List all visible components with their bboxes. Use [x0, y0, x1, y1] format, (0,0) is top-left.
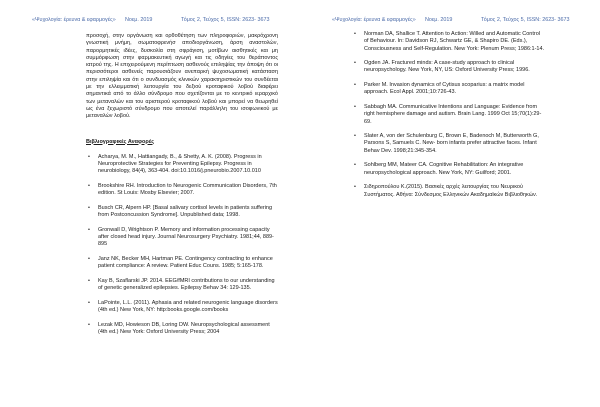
reference-item: • Parker M. Invasion dynamics of Cytisus scoparius: a matrix model approach. Ecol Appl. 2001;10:726-43.	[364, 82, 546, 97]
reference-item: • Ogden JA. Fractured minds: A case-study approach to clinical neuropsychology. New York, NY, US: Oxford University Press; 1996.	[364, 60, 546, 75]
reference-list	[352, 31, 546, 199]
reference-item: • Acharya, M. M., Hattiangady, B., & Shetty, A. K. (2008). Progress in Neuroprotective Strategies for Preventing Epilepsy. Progress in neurobiology, 84(4), 363-404. doi:10.1016/j.pneurobio.2007.10.010	[98, 154, 278, 176]
reference-item: • Slater A, von der Schulenburg C, Brown E, Badenoch M, Butterworth G, Parsons S, Samuels C. New- born infants prefer attractive faces. Infant Behav Dev. 1998;21:345-354.	[364, 133, 546, 155]
reference-list	[86, 154, 278, 336]
reference-item: • Gronwall D, Wrightson P. Memory and information processing capacity after closed head injury. Journal Neurosurgery Psychiatry. 1981;44, 889-895	[98, 227, 278, 249]
reference-item: • Sabbagh MA. Communicative Intentions and Language: Evidence from right hemisphere damage and autism. Brain Lang. 1999 Oct 15;70(1):29-69.	[364, 104, 546, 126]
reference-item: • Norman DA, Shallice T. Attention to Action: Willed and Automatic Control of Behaviour. In: Davidson RJ, Schwartz GE, & Shapiro DE. (Eds.), Consciousness and Self-Regulation. New York: Plenum Press; 1986:1-14.	[364, 31, 546, 53]
reference-item: • Brookshire RH. Introduction to Neurogenic Communication Disorders, 7th edition. St Louis: Mosby Elsevier; 2007.	[98, 183, 278, 198]
running-header-date: Νοεμ. 2019	[125, 17, 153, 23]
left-text-column	[86, 33, 278, 344]
running-header-journal: «Ψυχολογία: έρευνα & εφαρμογές»	[32, 17, 116, 23]
reference-item: • Janz NK, Becker MH, Hartman PE. Contingency contracting to enhance patient compliance: A review. Patient Educ Couns. 1985; 5:165-178.	[98, 256, 278, 271]
running-header-date: Νοεμ. 2019	[425, 17, 453, 23]
reference-item: • LaPointe, L.L. (2011). Aphasia and related neurogenic language disorders (4th ed.) New York, NY: http:books.google.com/books	[98, 300, 278, 315]
reference-item: • Busch CR, Alpern HP. [Basal salivary cortisol levels in patients suffering from Postconcussion Syndrome]. Unpublished data; 1998.	[98, 205, 278, 220]
reference-item: • Sohlberg MM, Mateer CA. Cognitive Rehabilitation: An integrative neuropsychological approach. New York, NY: Guilford; 2001.	[364, 162, 546, 177]
reference-item: • Lezak MD, Howieson DB, Loring DW. Neuropsychological assessment (4th ed.) New York: Oxford University Press; 2004	[98, 322, 278, 337]
references-heading: Βιβλιογραφικές Αναφορές	[86, 138, 155, 145]
running-header-journal: «Ψυχολογία: έρευνα & εφαρμογές»	[332, 17, 416, 23]
body-paragraph: προσοχή, στην οργάνωση και ορθοθέτηση των πληροφοριών, μακρόχρονη γνωστική μνήμη, σωματοφρενήσ αποδιοργάνωση, άρση αναστολών, παρορμητικές ιδέες, δυσκολία στη σφράγιση, μοτίβων αισθητικές και μη συμμόρφωση στην φαρμακευτική αγωγή και τις οδηγίες του θεράποντος ιατρού της. Η επιχειρούμενη περίπτωση ασθενούς επιληψίας την άποψη ότι οι περισσότεροι ασθενείς παρουσιάζουν ανεπαρκή ψυχοσωματική κατάσταση στην επιληψία και ότι ο συνδυασμός κλινικών χαρακτηριστικών του συνδέεται με την ελλειμματική λειτουργία του δεξιού κροταφικού λοβού διαφέρει σημαντικά από το άλλο σύνδρομο που σχετίζονται με το κεντρικό ιεραρχικό των μεταναλών και του αριστερού κροταφικού λοβού και μπορεί να θεωρηθεί ως ένα ξεχωριστό σύνδρομο που αποτελεί παράλληλη του ισοφωνικού με μεταναλών λοβού.	[86, 33, 278, 120]
right-page	[300, 0, 600, 407]
reference-item: • Σιδηροπούλου Κ.(2015). Βασικές αρχές λειτουργίας του Νευρικού Συστήματος. Αθήνα: Σύνδεσμος Ελληνικών Ακαδημαϊκών Βιβλιοθηκών.	[364, 184, 546, 199]
reference-item: • Kay B, Szaflarski JP. 2014. EEG/fMRI contributions to our understanding of genetic generalized epilepsies. Epilepsy Behav 34: 129-135.	[98, 278, 278, 293]
running-header-volume: Τόμος 2, Τεύχος 5, ISSN: 2623- 3673	[481, 17, 570, 23]
right-text-column	[352, 31, 546, 206]
running-header-volume: Τόμος 2, Τεύχος 5, ISSN: 2623- 3673	[181, 17, 270, 23]
